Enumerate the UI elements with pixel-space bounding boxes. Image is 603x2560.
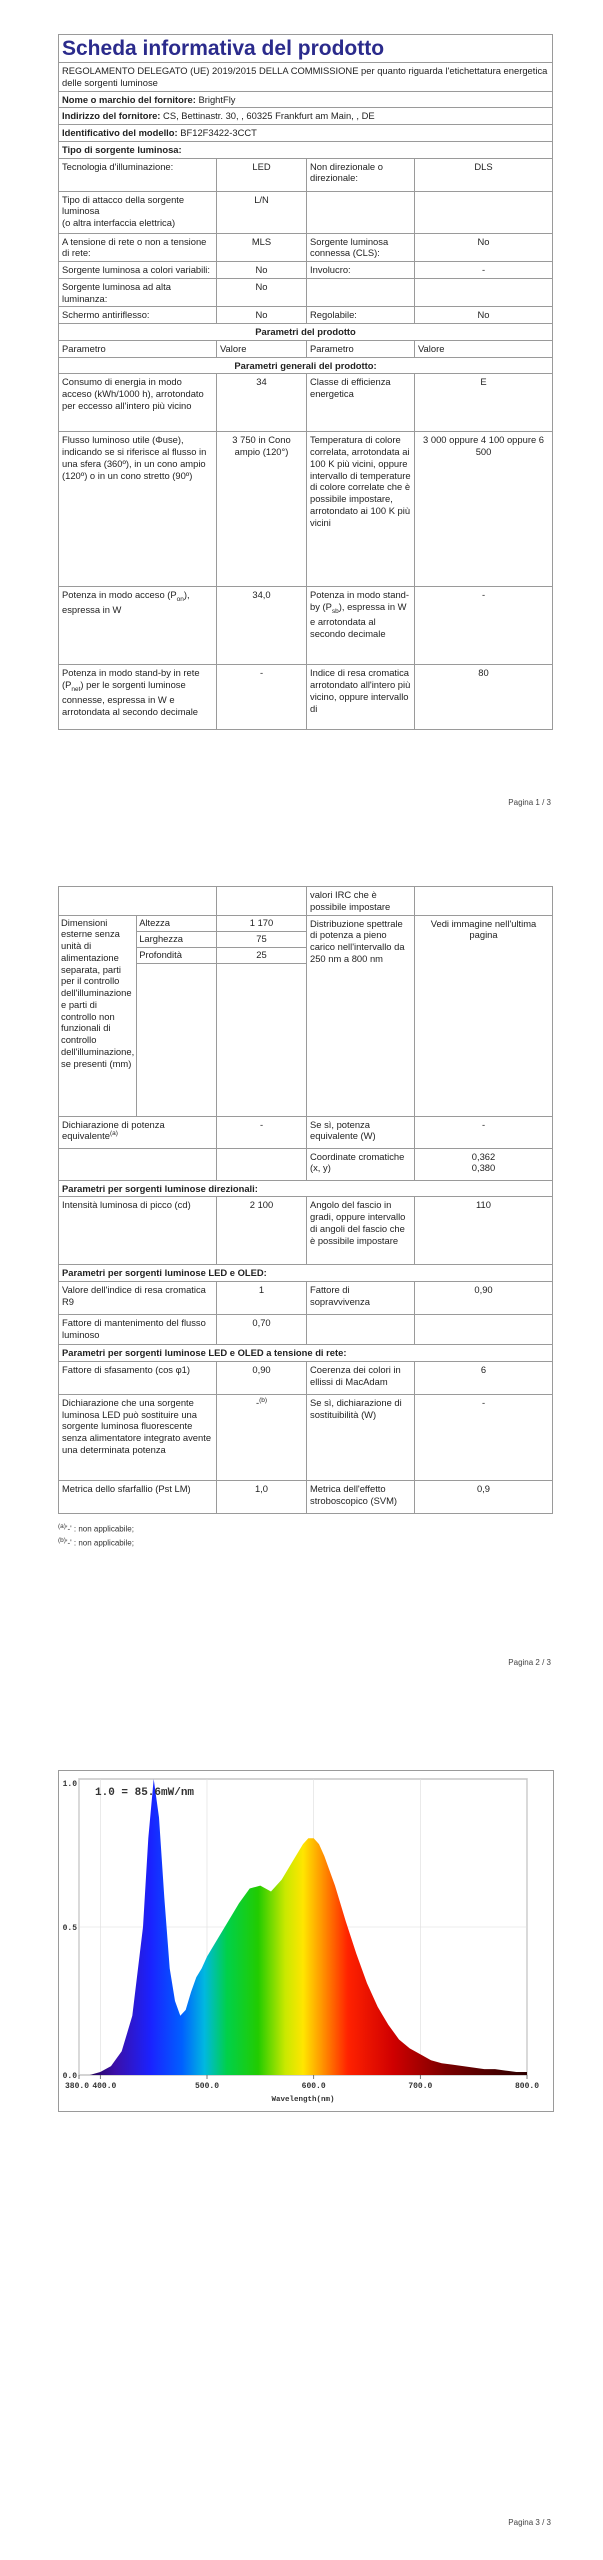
equivalent-w-value: -: [415, 1116, 553, 1148]
survival-factor-value: 0,90: [415, 1282, 553, 1315]
height-value: 1 170: [217, 916, 306, 932]
luminous-flux-value: 3 750 in Cono ampio (120°): [217, 432, 307, 587]
standby-power-value: -: [415, 587, 553, 665]
dimensions-label: Dimensioni esterne senza unità di alimentazione separata, parti per il controllo dell'illuminazione e parti di controllo non funzionali di controllo dell'illuminazione, se presenti (mm): [59, 916, 137, 1116]
fluorescent-replacement-label: Dichiarazione che una sorgente luminosa LED può sostituire una sorgente luminosa fluorescente senza alimentatore integrato avente una determinata potenza: [59, 1394, 217, 1480]
network-standby-value: -: [217, 665, 307, 730]
anti-glare-value: No: [217, 307, 307, 324]
beam-angle-label: Angolo del fascio in gradi, oppure intervallo di angoli del fascio che è possibile impostare: [307, 1197, 415, 1265]
footnote-a: $^{(a)}$'-' : non applicabile;: [58, 1523, 134, 1534]
dimmable-label: Regolabile:: [307, 307, 415, 324]
y-tick-label: 0.0: [62, 2072, 77, 2081]
x-tick-label: 600.0: [301, 2082, 326, 2091]
page-1: [0, 0, 603, 840]
cct-label: Temperatura di colore correlata, arrotondata ai 100 K più vicini, oppure intervallo di temperature di colore correlate che è possibile impostare, arrotondato ai 100 K più vicini: [307, 432, 415, 587]
model-row: [59, 125, 553, 142]
peak-intensity-label: Intensità luminosa di picco (cd): [59, 1197, 217, 1265]
replacement-w-label: Se sì, dichiarazione di sostituibilità (W): [307, 1394, 415, 1480]
height-label: Altezza: [137, 916, 216, 932]
lumen-maintenance-value: 0,70: [217, 1315, 307, 1345]
r9-label: Valore dell'indice di resa cromatica R9: [59, 1282, 217, 1315]
energy-consumption-value: 34: [217, 374, 307, 432]
power-factor-label: Fattore di sfasamento (cos φ1): [59, 1361, 217, 1394]
dimensions-cell: [59, 915, 217, 1116]
energy-consumption-label: Consumo di energia in modo acceso (kWh/1000 h), arrotondato per eccesso all'intero più vicino: [59, 374, 217, 432]
luminous-flux-label: Flusso luminoso utile (Φuse), indicando se si riferisce al flusso in una sfera (360º), in un cono ampio (120º) o in un cono stretto (90º): [59, 432, 217, 587]
address-row: [59, 108, 553, 125]
beam-angle-value: 110: [415, 1197, 553, 1265]
directional-value: DLS: [415, 158, 553, 191]
equivalent-power-value: -: [217, 1116, 307, 1148]
directional-params-header: Parametri per sorgenti luminose direzionali:: [59, 1180, 553, 1197]
equivalent-power-label: Dichiarazione di potenza equivalente$^{(a)}$: [59, 1116, 217, 1148]
dimmable-value: No: [415, 307, 553, 324]
params-header: Parametri del prodotto: [59, 324, 553, 341]
col-param-header: Parametro: [59, 340, 217, 357]
colour-tunable-value: No: [217, 262, 307, 279]
empty-cell: [415, 1315, 553, 1345]
high-luminance-label: Sorgente luminosa ad alta luminanza:: [59, 278, 217, 307]
on-power-label: Potenza in modo acceso $(P_{on})$, espressa in W: [59, 587, 217, 665]
cct-value: 3 000 oppure 4 100 oppure 6 500: [415, 432, 553, 587]
technology-value: LED: [217, 158, 307, 191]
product-info-table: [58, 34, 553, 730]
chromaticity-label: Coordinate cromatiche (x, y): [307, 1148, 415, 1180]
network-standby-label: Potenza in modo stand-by in rete $(P_{net})$ per le sorgenti luminose connesse, espressa in W e arrotondata al secondo decimale: [59, 665, 217, 730]
page-2: [0, 840, 603, 1700]
energy-class-value: E: [415, 374, 553, 432]
spectral-value: Vedi immagine nell'ultima pagina: [415, 915, 553, 1116]
empty-cell: [59, 1148, 217, 1180]
high-luminance-value: No: [217, 278, 307, 307]
cap-type-sublabel: (o altra interfaccia elettrica): [62, 217, 176, 229]
product-info-table-continued: [58, 886, 553, 1514]
cls-label: Sorgente luminosa connessa (CLS):: [307, 233, 415, 262]
lumen-maintenance-label: Fattore di mantenimento del flusso luminoso: [59, 1315, 217, 1345]
mains-led-params-header: Parametri per sorgenti luminose LED e OLED a tensione di rete:: [59, 1345, 553, 1362]
page-title: Scheda informativa del prodotto: [59, 35, 553, 63]
peak-intensity-value: 2 100: [217, 1197, 307, 1265]
regulation-text: REGOLAMENTO DELEGATO (UE) 2019/2015 DELLA COMMISSIONE per quanto riguarda l'etichettatura energetica delle sorgenti luminose: [59, 63, 553, 92]
empty-cell: [137, 963, 216, 1116]
x-axis-label: Wavelength(nm): [271, 2096, 335, 2104]
footnotes: [58, 1522, 134, 1549]
source-type-header: Tipo di sorgente luminosa:: [59, 141, 553, 158]
empty-cell: [415, 191, 553, 233]
empty-cell: [415, 278, 553, 307]
envelope-value: -: [415, 262, 553, 279]
depth-value: 25: [217, 947, 306, 963]
empty-cell: [217, 963, 306, 1116]
mains-label: A tensione di rete o non a tensione di rete:: [59, 233, 217, 262]
cri-value: 80: [415, 665, 553, 730]
spectrum-svg: [59, 1771, 553, 2111]
survival-factor-label: Fattore di sopravvivenza: [307, 1282, 415, 1315]
technology-label: Tecnologia d'illuminazione:: [59, 158, 217, 191]
y-tick-label: 0.5: [62, 1924, 77, 1933]
empty-cell: [59, 887, 217, 916]
address-label: Indirizzo del fornitore:: [62, 110, 161, 122]
cls-value: No: [415, 233, 553, 262]
col-value-header: Valore: [415, 340, 553, 357]
led-params-header: Parametri per sorgenti luminose LED e OLED:: [59, 1265, 553, 1282]
footnote-b: $^{(b)}$'-' : non applicabile;: [58, 1536, 134, 1548]
page-number: Pagina 1 / 3: [508, 798, 551, 807]
flicker-label: Metrica dello sfarfallio (Pst LM): [59, 1480, 217, 1513]
cri-label: Indice di resa cromatica arrotondato all'intero più vicino, oppure intervallo di: [307, 665, 415, 730]
macadam-value: 6: [415, 1361, 553, 1394]
col-value-header: Valore: [217, 340, 307, 357]
width-value: 75: [217, 931, 306, 947]
empty-cell: [217, 1148, 307, 1180]
empty-cell: [307, 191, 415, 233]
chromaticity-x: 0,362: [471, 1150, 496, 1162]
empty-cell: [217, 887, 307, 916]
macadam-label: Coerenza dei colori in ellissi di MacAdam: [307, 1361, 415, 1394]
page-number: Pagina 2 / 3: [508, 1658, 551, 1667]
cap-type-cell: [59, 191, 217, 233]
width-label: Larghezza: [137, 931, 216, 947]
power-factor-value: 0,90: [217, 1361, 307, 1394]
supplier-label: Nome o marchio del fornitore:: [62, 93, 196, 105]
empty-cell: [307, 1315, 415, 1345]
anti-glare-label: Schermo antiriflesso:: [59, 307, 217, 324]
chromaticity-y: 0,380: [471, 1162, 496, 1174]
spectral-label: Distribuzione spettrale di potenza a pieno carico nell'intervallo da 250 nm a 800 nm: [307, 915, 415, 1116]
supplier-value: BrightFly: [198, 93, 236, 105]
x-tick-label: 400.0: [92, 2082, 117, 2091]
chromaticity-value: [415, 1148, 553, 1180]
directional-label: Non direzionale o direzionale:: [307, 158, 415, 191]
equivalent-w-label: Se sì, potenza equivalente (W): [307, 1116, 415, 1148]
mains-value: MLS: [217, 233, 307, 262]
envelope-label: Involucro:: [307, 262, 415, 279]
on-power-value: 34,0: [217, 587, 307, 665]
energy-class-label: Classe di efficienza energetica: [307, 374, 415, 432]
dimensions-values-cell: [217, 915, 307, 1116]
spectral-distribution-chart: [58, 1770, 554, 2112]
page-number: Pagina 3 / 3: [508, 2518, 551, 2527]
general-params-header: Parametri generali del prodotto:: [59, 357, 553, 374]
chart-annotation: 1.0 = 85.6mW/nm: [95, 1787, 195, 1799]
page-3: [0, 1700, 603, 2560]
empty-cell: [307, 278, 415, 307]
model-value: BF12F3422-3CCT: [180, 127, 257, 139]
y-tick-label: 1.0: [62, 1780, 77, 1789]
col-param-header: Parametro: [307, 340, 415, 357]
cap-type-value: L/N: [217, 191, 307, 233]
stroboscopic-value: 0,9: [415, 1480, 553, 1513]
stroboscopic-label: Metrica dell'effetto stroboscopico (SVM): [307, 1480, 415, 1513]
r9-value: 1: [217, 1282, 307, 1315]
empty-cell: [415, 887, 553, 916]
dimensions-table: [59, 916, 216, 1116]
x-tick-label: 500.0: [194, 2082, 220, 2091]
replacement-w-value: -: [415, 1394, 553, 1480]
x-tick-label: 700.0: [408, 2082, 433, 2091]
flicker-value: 1,0: [217, 1480, 307, 1513]
supplier-row: [59, 91, 553, 108]
dimensions-values: [217, 916, 306, 1116]
colour-tunable-label: Sorgente luminosa a colori variabili:: [59, 262, 217, 279]
x-tick-label: 380.0: [64, 2082, 90, 2091]
cap-type-label: Tipo di attacco della sorgente luminosa: [62, 193, 185, 217]
fluorescent-replacement-value: -$^{(b)}$: [217, 1394, 307, 1480]
cri-continued: valori IRC che è possibile impostare: [307, 887, 415, 916]
standby-power-label: Potenza in modo stand-by $(P_{sb})$, espressa in W e arrotondata al secondo decimale: [307, 587, 415, 665]
address-value: CS, Bettinastr. 30, , 60325 Frankfurt am Main, , DE: [163, 110, 375, 122]
x-tick-label: 800.0: [514, 2082, 540, 2091]
depth-label: Profondità: [137, 947, 216, 963]
model-label: Identificativo del modello:: [62, 127, 178, 139]
